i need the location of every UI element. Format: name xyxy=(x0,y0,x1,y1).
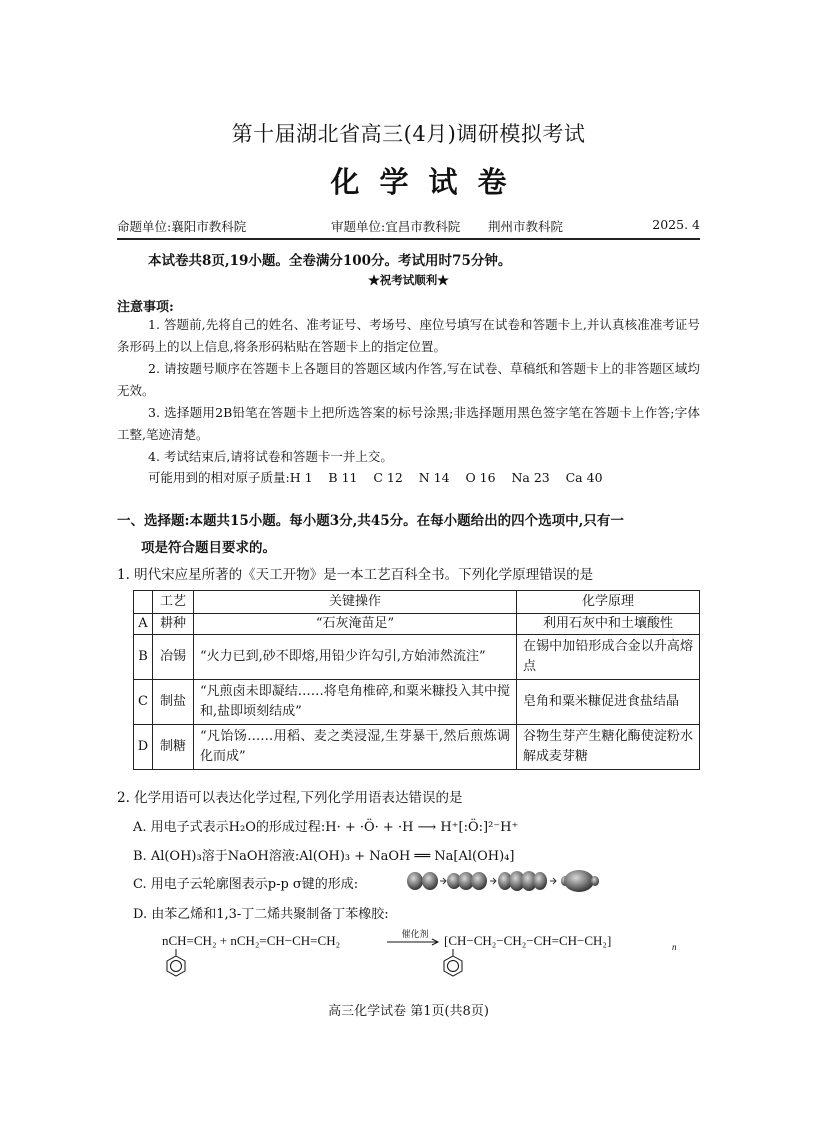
table-row xyxy=(134,614,700,635)
page-footer: 高三化学试卷 第1页(共8页) xyxy=(328,1004,489,1019)
notice-item: 4. 考试结束后,请将试卷和答题卡一并上交。 xyxy=(148,449,393,464)
craft-cell: 制盐 xyxy=(153,680,194,725)
table-row xyxy=(134,635,700,680)
notice-item: 2. 请按题号顺序在答题卡上各题目的答题区域内作答,写在试卷、草稿纸和答题卡上的非答题区域均无效。 xyxy=(117,361,700,398)
p-orbital-left xyxy=(407,872,438,890)
principle-cell: 利用石灰中和土壤酸性 xyxy=(517,614,700,635)
question-2-stem: 2. 化学用语可以表达化学过程,下列化学用语表达错误的是 xyxy=(117,790,463,806)
reaction-product: [CH−CH₂−CH₂−CH=CH−CH₂] xyxy=(444,933,612,948)
option-label: D xyxy=(134,725,153,770)
table-header-cell: 工艺 xyxy=(153,591,194,614)
benzene-ring-icon xyxy=(444,949,462,976)
notice-heading: 注意事项: xyxy=(117,300,174,315)
arrow-icon xyxy=(550,878,556,884)
table-header-cell: 关键操作 xyxy=(194,591,517,614)
question-1-table xyxy=(133,590,700,770)
arrow-icon xyxy=(490,878,496,884)
craft-cell: 制糖 xyxy=(153,725,194,770)
option-label: C xyxy=(134,680,153,725)
option-d: D. 由苯乙烯和1,3-丁二烯共聚制备丁苯橡胶: xyxy=(133,907,389,922)
option-label: A xyxy=(134,614,153,635)
operation-cell: “火力已到,砂不即熔,用铅少许勾引,方始沛然流注” xyxy=(194,635,517,680)
table-header-row xyxy=(134,591,700,614)
section-heading xyxy=(117,508,707,562)
option-c: C. 用电子云轮廓图表示p-p σ键的形成: xyxy=(133,877,359,892)
operation-cell: “凡饴饧……用稻、麦之类浸湿,生芽暴干,然后煎炼调化而成” xyxy=(194,725,517,770)
operation-cell: “凡煎卤未即凝结……将皂角椎碎,和粟米糠投入其中搅和,盐即顷刻结成” xyxy=(194,680,517,725)
option-label: B xyxy=(134,635,153,680)
section-heading-line: 一、选择题:本题共15小题。每小题3分,共45分。在每小题给出的四个选项中,只有一 xyxy=(117,513,624,529)
notice-item: 1. 答题前,先将自己的姓名、准考证号、考场号、座位号填写在试卷和答题卡上,并认真核准准考证号条形码上的以上信息,将条形码粘贴在答题卡上的指定位置。 xyxy=(117,317,700,354)
operation-cell: “石灰淹苗足” xyxy=(194,614,517,635)
question-1-stem: 1. 明代宋应星所著的《天工开物》是一本工艺百科全书。下列化学原理错误的是 xyxy=(117,567,594,583)
table-header-cell: 化学原理 xyxy=(517,591,700,614)
polymerization-equation xyxy=(150,923,690,985)
repeat-unit-subscript: n xyxy=(672,942,677,952)
craft-cell: 冶锡 xyxy=(153,635,194,680)
section-heading-line: 项是符合题目要求的。 xyxy=(141,540,276,556)
atomic-masses: 可能用到的相对原子质量:H 1 B 11 C 12 N 14 O 16 Na 23 Ca 40 xyxy=(148,470,603,485)
option-b: B. Al(OH)₃溶于NaOH溶液:Al(OH)₃ + NaOH ══ Na[Al(OH)₄] xyxy=(133,849,515,864)
exam-date: 2025. 4 xyxy=(652,217,700,232)
p-p-sigma-orbital-diagram xyxy=(406,868,606,894)
benzene-ring-icon xyxy=(167,949,185,976)
good-luck-line: ★祝考试顺利★ xyxy=(368,273,449,287)
table-header-cell xyxy=(134,591,153,614)
table-row xyxy=(134,725,700,770)
reaction-reactants: nCH=CH₂ + nCH₂=CH−CH=CH₂ xyxy=(162,933,341,948)
principle-cell: 谷物生芽产生糖化酶使淀粉水解成麦芽糖 xyxy=(517,725,700,770)
table-row xyxy=(134,680,700,725)
overlapping-orbitals xyxy=(498,871,547,891)
p-orbital-right xyxy=(447,872,487,890)
principle-cell: 在锡中加铅形成合金以升高熔点 xyxy=(517,635,700,680)
notice-item: 3. 选择题用2B铅笔在答题卡上把所选答案的标号涂黑;非选择题用黑色签字笔在答题卡上作答;字体工整,笔迹清楚。 xyxy=(117,405,700,442)
reviewer-unit-2: 荆州市教科院 xyxy=(488,219,564,234)
option-a: A. 用电子式表示H₂O的形成过程:H· + ·Ö· + ·H ⟶ H⁺[:Ö:]²⁻H⁺ xyxy=(133,820,519,835)
arrow-icon xyxy=(440,878,446,884)
subject-title: 化学试卷 xyxy=(330,165,527,199)
reviewer-unit: 审题单位:宜昌市教科院 xyxy=(331,219,461,234)
sigma-bond-orbital xyxy=(561,870,599,892)
setter-unit: 命题单位:襄阳市教科院 xyxy=(117,219,247,234)
catalyst-label: 催化剂 xyxy=(401,929,429,939)
exam-intro: 本试卷共8页,19小题。全卷满分100分。考试用时75分钟。 xyxy=(148,253,512,269)
header-divider xyxy=(117,238,700,240)
exam-title: 第十届湖北省高三(4月)调研模拟考试 xyxy=(231,122,586,146)
craft-cell: 耕种 xyxy=(153,614,194,635)
principle-cell: 皂角和粟米糠促进食盐结晶 xyxy=(517,680,700,725)
